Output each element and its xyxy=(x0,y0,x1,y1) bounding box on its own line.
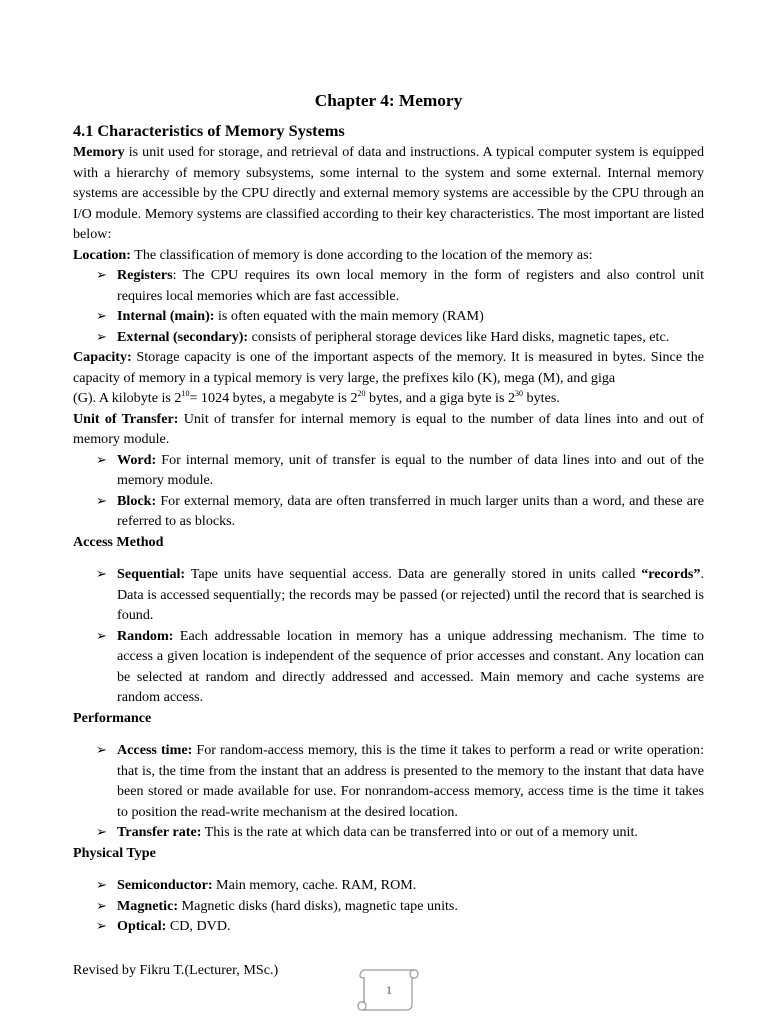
list-item xyxy=(96,306,704,327)
records-quote: “records” xyxy=(641,566,701,582)
transfer-text: Unit of transfer for internal memory is equal to the number of data lines into and out of memory module. xyxy=(73,410,704,447)
arrow-bullet-icon: ➢ xyxy=(96,897,107,913)
page-number: 1 xyxy=(386,983,392,997)
list-item-term: Registers xyxy=(117,267,173,283)
list-item xyxy=(96,564,704,626)
list-item xyxy=(96,875,704,896)
list-item-text: . Data is accessed sequentially; the records may be passed (or rejected) until the record that is searched is found. xyxy=(117,566,704,623)
transfer-paragraph xyxy=(73,409,704,450)
capacity-units-text: (G). A kilobyte is 2 xyxy=(73,390,182,406)
intro-term: Memory xyxy=(73,144,125,160)
arrow-bullet-icon: ➢ xyxy=(96,267,107,282)
performance-list xyxy=(73,740,704,843)
list-item-text: Tape units have sequential access. Data are generally stored in units called xyxy=(185,566,642,582)
list-item-term: Block: xyxy=(117,492,157,509)
spacer xyxy=(73,728,704,740)
document-page xyxy=(73,89,704,937)
arrow-bullet-icon: ➢ xyxy=(96,308,107,323)
capacity-paragraph xyxy=(73,347,704,388)
location-text: The classification of memory is done according to the location of the memory as: xyxy=(130,246,593,263)
access-list xyxy=(73,564,704,708)
list-item xyxy=(96,450,704,491)
capacity-units-text: bytes. xyxy=(523,390,560,406)
list-item-text: consists of peripheral storage devices like Hard disks, magnetic tapes, etc. xyxy=(248,328,670,345)
list-item xyxy=(96,896,704,917)
list-item xyxy=(96,327,704,348)
arrow-bullet-icon: ➢ xyxy=(96,328,107,344)
spacer xyxy=(73,552,704,564)
arrow-bullet-icon: ➢ xyxy=(96,824,107,839)
exponent: 30 xyxy=(515,389,524,398)
list-item-term: Transfer rate: xyxy=(117,824,202,840)
list-item-text: For external memory, data are often transferred in much larger units than a word, and these are referred to as blocks. xyxy=(117,492,704,529)
list-item-text: Magnetic disks (hard disks), magnetic tape units. xyxy=(178,897,458,914)
list-item-term: Sequential: xyxy=(117,566,186,582)
physical-list xyxy=(73,875,704,937)
list-item xyxy=(96,265,704,306)
transfer-list xyxy=(73,450,704,532)
arrow-bullet-icon: ➢ xyxy=(96,566,107,581)
list-item-text: For internal memory, unit of transfer is equal to the number of data lines into and out of the memory module. xyxy=(117,451,704,488)
list-item xyxy=(96,822,704,843)
list-item-text: For random-access memory, this is the time it takes to perform a read or write operation: that is, the time from the instant that an address is presented to the memory to the instant that data have been stored or made available for use. For nonrandom-access memory, access time is the time it takes to position the read-write mechanism at the desired location. xyxy=(117,742,704,820)
list-item-text: : The CPU requires its own local memory in the form of registers and also control unit requires local memories which are fast accessible. xyxy=(117,267,704,304)
list-item-term: Magnetic: xyxy=(117,897,179,914)
capacity-units-text: = 1024 bytes, a megabyte is 2 xyxy=(189,390,358,406)
footer-author: Revised by Fikru T.(Lecturer, MSc.) xyxy=(73,962,279,978)
location-paragraph xyxy=(73,245,704,266)
list-item-term: Internal (main): xyxy=(117,308,215,324)
arrow-bullet-icon: ➢ xyxy=(96,918,107,933)
capacity-term: Capacity: xyxy=(73,349,132,365)
intro-text: is unit used for storage, and retrieval of data and instructions. A typical computer system is equipped with a hierarchy of memory subsystems, some internal to the system and some external. Internal memory systems are accessible by the CPU directly and external memory systems are accessible by the CPU through an I/O module. Memory systems are classified according to their key characteristics. The most important are listed below: xyxy=(73,144,704,242)
arrow-bullet-icon: ➢ xyxy=(96,627,107,643)
exponent: 20 xyxy=(357,389,366,398)
list-item xyxy=(96,740,704,822)
arrow-bullet-icon: ➢ xyxy=(96,492,107,508)
list-item-term: Semiconductor: xyxy=(117,877,213,893)
list-item xyxy=(96,916,704,937)
arrow-bullet-icon: ➢ xyxy=(96,451,107,467)
transfer-term: Unit of Transfer: xyxy=(73,410,179,427)
list-item-text: This is the rate at which data can be transferred into or out of a memory unit. xyxy=(201,824,638,840)
list-item-text: is often equated with the main memory (RAM) xyxy=(214,308,484,324)
spacer xyxy=(73,863,704,875)
access-method-heading: Access Method xyxy=(73,533,164,550)
location-term: Location: xyxy=(73,246,131,263)
intro-paragraph xyxy=(73,142,704,245)
list-item-term: Optical: xyxy=(117,918,167,934)
list-item-term: Random: xyxy=(117,627,174,644)
list-item-term: Word: xyxy=(117,451,157,468)
list-item-term: Access time: xyxy=(117,742,193,758)
exponent: 10 xyxy=(181,389,190,398)
list-item-term: External (secondary): xyxy=(117,328,249,345)
list-item xyxy=(96,491,704,532)
capacity-text: Storage capacity is one of the important aspects of the memory. It is measured in bytes. Since the capacity of memory in a typical memory is very large, the prefixes kilo (K), mega (M), and giga xyxy=(73,349,704,386)
section-heading: 4.1 Characteristics of Memory Systems xyxy=(73,121,345,140)
list-item-text: Each addressable location in memory has a unique addressing mechanism. The time to access a given location is independent of the sequence of prior accesses and constant. Any location can be selected at random and directly addressed and accessed. Main memory and cache systems are random access. xyxy=(117,627,704,705)
physical-type-heading: Physical Type xyxy=(73,844,156,861)
capacity-units-line xyxy=(73,388,704,409)
arrow-bullet-icon: ➢ xyxy=(96,742,107,757)
performance-heading: Performance xyxy=(73,709,152,726)
list-item-text: Main memory, cache. RAM, ROM. xyxy=(212,877,417,893)
capacity-units-text: bytes, and a giga byte is 2 xyxy=(365,390,516,406)
list-item xyxy=(96,626,704,708)
location-list xyxy=(73,265,704,347)
chapter-title: Chapter 4: Memory xyxy=(314,91,463,110)
arrow-bullet-icon: ➢ xyxy=(96,877,107,892)
list-item-text: CD, DVD. xyxy=(166,918,231,934)
